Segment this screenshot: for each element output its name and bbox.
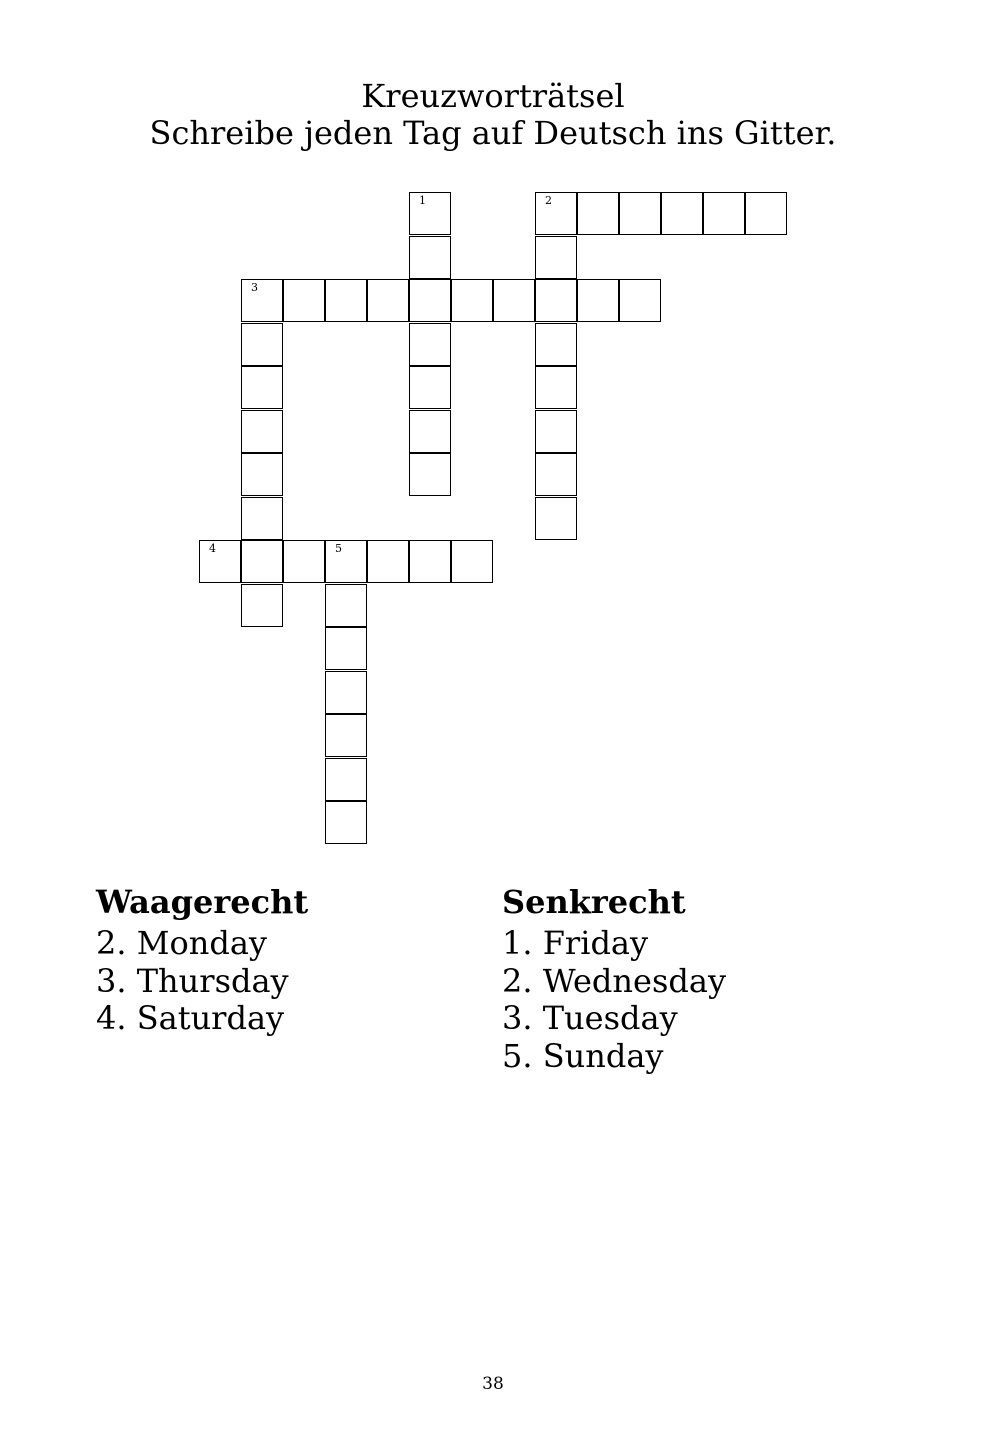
grid-cell[interactable] [367,540,409,583]
across-clues [96,882,456,1038]
grid-cell[interactable] [535,192,577,235]
grid-cell[interactable] [241,497,283,540]
clue-number: 2 [545,194,552,207]
grid-cell[interactable] [451,279,493,322]
page-instruction: Schreibe jeden Tag auf Deutsch ins Gitter. [149,114,837,152]
grid-cell[interactable] [535,366,577,409]
across-clue: 2. Monday [96,924,267,962]
grid-cell[interactable] [241,584,283,627]
grid-cell[interactable] [325,279,367,322]
grid-cell[interactable] [325,801,367,844]
grid-cell[interactable] [325,627,367,670]
grid-cell[interactable] [535,453,577,496]
grid-cell[interactable] [409,279,451,322]
clue-number: 4 [209,542,216,555]
grid-cell[interactable] [661,192,703,235]
down-heading: Senkrecht [502,883,686,921]
grid-cell[interactable] [703,192,745,235]
across-heading: Waagerecht [96,883,309,921]
page-number: 38 [482,1374,504,1394]
grid-cell[interactable] [535,497,577,540]
grid-cell[interactable] [241,279,283,322]
page-title: Kreuzworträtsel [361,77,625,115]
grid-cell[interactable] [409,192,451,235]
grid-cell[interactable] [409,366,451,409]
grid-cell[interactable] [241,410,283,453]
down-clue: 2. Wednesday [502,961,727,1000]
grid-cell[interactable] [409,410,451,453]
across-clue: 3. Thursday [96,961,289,1000]
grid-cell[interactable] [283,540,325,583]
grid-cell[interactable] [577,279,619,322]
grid-cell[interactable] [409,453,451,496]
grid-cell[interactable] [619,192,661,235]
grid-cell[interactable] [241,366,283,409]
down-clue: 5. Sunday [502,1036,664,1075]
clue-number: 5 [335,542,342,555]
grid-cell[interactable] [451,540,493,583]
grid-cell[interactable] [745,192,787,235]
grid-cell[interactable] [325,714,367,757]
grid-cell[interactable] [325,671,367,714]
grid-cell[interactable] [409,236,451,279]
clue-number: 1 [419,194,426,207]
grid-cell[interactable] [325,540,367,583]
down-clue: 1. Friday [502,924,649,962]
grid-cell[interactable] [493,279,535,322]
grid-cell[interactable] [535,236,577,279]
grid-cell[interactable] [241,323,283,366]
grid-cell[interactable] [241,453,283,496]
grid-cell[interactable] [283,279,325,322]
title-block [0,78,986,152]
grid-cell[interactable] [367,279,409,322]
down-clue: 3. Tuesday [502,999,678,1037]
grid-cell[interactable] [325,584,367,627]
grid-cell[interactable] [619,279,661,322]
grid-cell[interactable] [535,323,577,366]
grid-cell[interactable] [409,323,451,366]
across-clue: 4. Saturday [96,999,285,1037]
grid-cell[interactable] [535,279,577,322]
grid-cell[interactable] [577,192,619,235]
grid-cell[interactable] [241,540,283,583]
grid-cell[interactable] [409,540,451,583]
down-clues [502,882,862,1075]
grid-cell[interactable] [535,410,577,453]
grid-cell[interactable] [325,758,367,801]
grid-cell[interactable] [199,540,241,583]
clue-number: 3 [251,281,258,294]
